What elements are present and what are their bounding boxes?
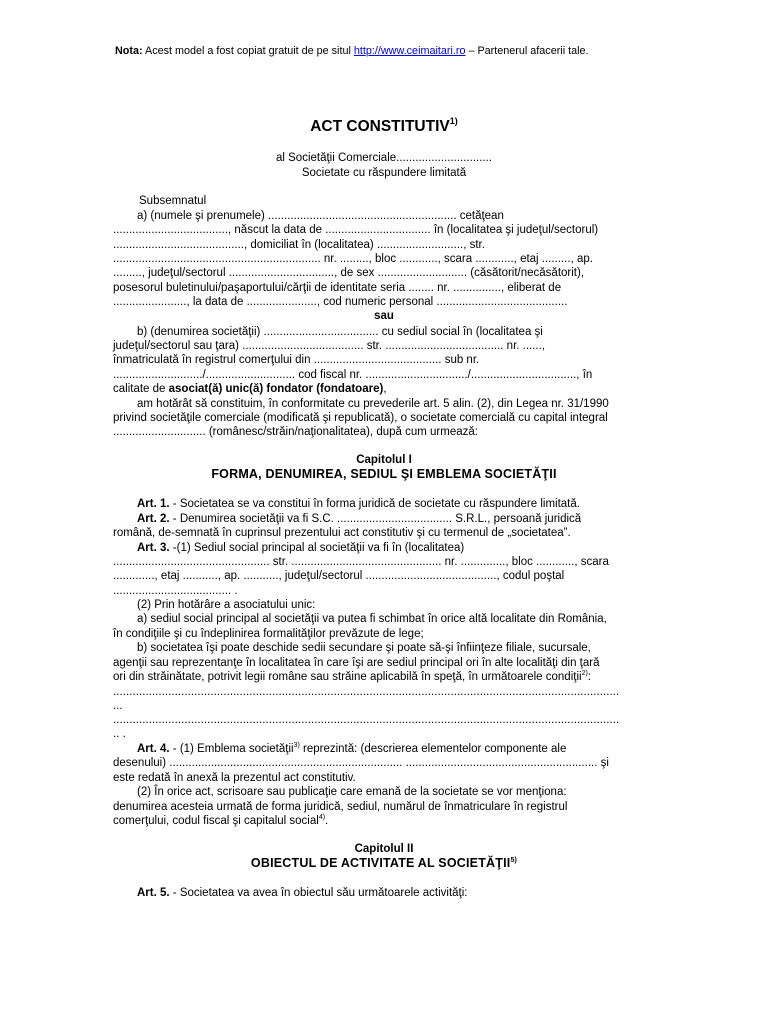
part-b-line: b) (denumirea societăţii) .................................... cu sediul social în (localitatea şi <box>137 326 543 338</box>
hotarat-line: am hotărât să constituim, în conformitate cu prevederile art. 5 alin. (2), din Legea nr. 31/1990 <box>137 398 609 410</box>
part-a-line: ................................................................. nr. ........., bloc ............, scara ............, etaj ........., ap. <box>113 253 593 265</box>
art-3-line: agenţii sau reprezentanţe în localitatea în care îşi are sediul principal ori în alte localităţi din ţară <box>113 657 600 669</box>
art-3: Art. 3. -(1) Sediul social principal al societăţii va fi în (localitatea) <box>137 542 465 554</box>
art-5: Art. 5. - Societatea va avea în obiectul său următoarele activităţi: <box>137 887 468 899</box>
dotted-line: ............................................................................................................................................................ <box>113 714 620 726</box>
nota-text: Acest model a fost copiat gratuit de pe situl <box>142 45 354 57</box>
subtitle-line-1: al Societăţii Comerciale.............................. <box>275 152 492 164</box>
part-a-line: a) (numele şi prenumele) ........................................................... cetăţean <box>137 210 504 222</box>
art-4-line: este redată în anexă la prezentul act constitutiv. <box>113 772 356 784</box>
footnote-marker: 4) <box>318 814 326 821</box>
footnote-marker: 5) <box>510 857 518 864</box>
document-title: ACT CONSTITUTIV$^{1)}$ <box>310 116 458 135</box>
part-b-line: înmatriculată în registrul comerţului din ........................................ sub nr. <box>113 354 480 366</box>
art-3-line: în condiţiile şi cu îndeplinirea formalităţilor prevăzute de lege; <box>113 628 424 640</box>
art-3-line: a) sediul social principal al societăţii va putea fi schimbat în orice altă localitate din România, <box>137 613 607 625</box>
chapter-2-name: OBIECTUL DE ACTIVITATE AL SOCIETĂŢII$^{5)}$ <box>250 856 518 870</box>
chapter-1-name: FORMA, DENUMIREA, SEDIUL ŞI EMBLEMA SOCIETĂŢII <box>211 467 557 481</box>
art-3-line: ori din străinătate, potrivit legii române sau străine aplicabilă în speţă, în următoarele condiţii$^{2)}$: <box>113 670 591 683</box>
art-4-line: (2) În orice act, scrisoare sau publicaţie care emană de la societate se vor menţiona: <box>137 786 567 798</box>
part-b-line: judeţul/sectorul sau ţara) ...................................... str. ..................................... nr. ......, <box>113 340 546 352</box>
part-a-line: ...................................., născut la data de ................................. în (localitatea şi judeţul/sectorul) <box>113 224 599 236</box>
nota-line <box>115 44 589 58</box>
art-4-line: denumirea acesteia urmată de forma juridică, sediul, numărul de înmatriculare în registrul <box>113 801 568 813</box>
subsemnatul-label: Subsemnatul <box>139 195 207 207</box>
art-3-line: ................................................. str. ............................................... nr. .............., bloc ............, scara <box>113 556 609 568</box>
art-4: Art. 4. - (1) Emblema societăţii$^{3)}$ reprezintă: (descrierea elementelor componente ale <box>137 742 567 755</box>
dotted-line: ............................................................................................................................................................ <box>113 686 620 698</box>
hotarat-line: privind societăţile comerciale (modificată şi republicată), o societate comercială cu capital integral <box>113 412 608 424</box>
art-2-line: română, de-semnată în cuprinsul prezentului act constitutiv şi cu termenul de „societatea”. <box>113 527 571 539</box>
nota-suffix: – Partenerul afacerii tale. <box>465 45 589 57</box>
art-1: Art. 1. - Societatea se va constitui în forma juridică de societate cu răspundere limitată. <box>137 498 580 510</box>
art-2: Art. 2. - Denumirea societăţii va fi S.C. .................................... S.R.L., persoană juridică <box>137 513 582 525</box>
part-a-line: posesorul buletinului/paşaportului/cărţii de identitate seria ........ nr. ..............., eliberat de <box>113 282 562 294</box>
footnote-marker: 2) <box>581 670 588 677</box>
footnote-marker: 3) <box>293 742 300 749</box>
subtitle-line-2: Societate cu răspundere limitată <box>301 167 467 179</box>
part-a-line: ......................., la data de ......................, cod numeric personal ......................................... <box>113 296 568 308</box>
art-3-line: ..................................... . <box>113 585 238 597</box>
art-3-line: ............., etaj ..........., ap. ..........., judeţul/sectorul ........................................., codul poştal <box>113 570 565 582</box>
chapter-1-label: Capitolul I <box>356 454 412 466</box>
art-4-line: desenului) ......................................................................... ............................................................ şi <box>113 757 609 769</box>
nota-label: Nota: <box>115 45 143 57</box>
hotarat-line: ............................. (românesc/străin/naţionalitatea), după cum urmează: <box>113 426 478 438</box>
part-a-line: ........................................., domiciliat în (localitatea) ..........................., str. <box>113 239 485 251</box>
calitate-line: calitate de asociat(ă) unic(ă) fondator (fondatoare), <box>113 383 387 395</box>
dotted-line: ... <box>113 700 123 712</box>
title-footnote: 1) <box>449 116 458 126</box>
part-a-line: ........., judeţul/sectorul ................................., de sex ............................ (căsătorit/necăsătorit), <box>113 267 585 279</box>
art-3-line: (2) Prin hotărâre a asociatului unic: <box>137 599 316 611</box>
nota-link[interactable]: http://www.ceimaitari.ro <box>353 45 466 57</box>
sau-separator: sau <box>374 310 394 322</box>
chapter-2-label: Capitolul II <box>354 843 414 855</box>
art-3-line: b) societatea îşi poate deschide sedii secundare şi poate să-şi înfiinţeze filiale, sucursale, <box>137 642 591 654</box>
dotted-line: .. . <box>113 728 126 740</box>
part-b-line: ............................/............................ cod fiscal nr. ................................/................................., în <box>113 369 593 381</box>
art-4-line: comerţului, codul fiscal şi capitalul social$^{4)}$. <box>113 814 329 827</box>
